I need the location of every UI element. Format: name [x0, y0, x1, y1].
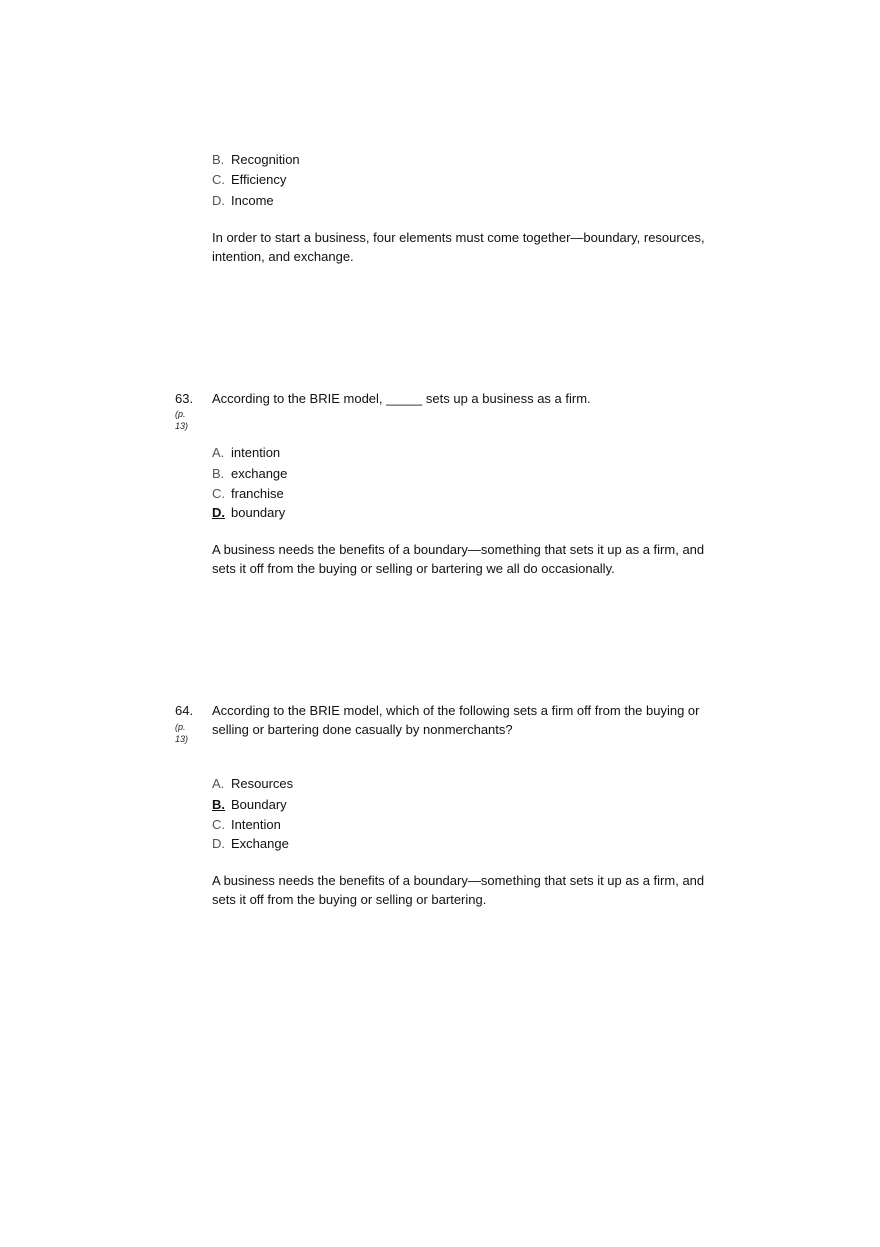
option-text: intention	[231, 445, 281, 460]
page-reference: (p. 13)	[175, 409, 189, 431]
option-text: Resources	[231, 776, 294, 791]
option-c	[212, 171, 286, 189]
option-text: boundary	[231, 505, 286, 520]
answer-explanation: A business needs the benefits of a boundary—something that sets it up as a firm, and sets it off from the buying or selling or bartering we all do occasionally.	[212, 542, 705, 576]
question-text: According to the BRIE model, _____ sets up a business as a firm.	[212, 391, 591, 406]
option-c	[212, 485, 284, 503]
page-reference: (p. 13)	[175, 722, 189, 744]
question-text: According to the BRIE model, which of the following sets a firm off from the buying or selling or bartering done casually by nonmerchants?	[212, 703, 700, 737]
option-text: exchange	[231, 466, 288, 481]
option-letter: C.	[212, 817, 225, 832]
answer-explanation: In order to start a business, four elements must come together—boundary, resources, intention, and exchange.	[212, 230, 705, 264]
option-b	[212, 151, 300, 169]
option-letter: B.	[212, 152, 225, 167]
option-letter: C.	[212, 172, 225, 187]
option-c	[212, 816, 281, 834]
correct-answer-letter: D.	[212, 505, 225, 520]
option-text: Boundary	[231, 797, 287, 812]
question-number: 63.	[175, 391, 194, 406]
option-letter: A.	[212, 776, 225, 791]
option-a	[212, 775, 293, 793]
option-text: Intention	[231, 817, 281, 832]
option-text: franchise	[231, 486, 284, 501]
option-d-correct	[212, 504, 285, 522]
option-letter: A.	[212, 445, 225, 460]
question-number: 64.	[175, 703, 194, 718]
option-text: Income	[231, 193, 274, 208]
option-b	[212, 465, 287, 483]
correct-answer-letter: B.	[212, 797, 225, 812]
option-letter: D.	[212, 836, 225, 851]
option-d	[212, 835, 289, 853]
option-b-correct	[212, 796, 287, 814]
option-a	[212, 444, 280, 462]
option-letter: C.	[212, 486, 225, 501]
option-text: Recognition	[231, 152, 300, 167]
option-letter: B.	[212, 466, 225, 481]
option-text: Efficiency	[231, 172, 287, 187]
answer-explanation: A business needs the benefits of a boundary—something that sets it up as a firm, and sets it off from the buying or selling or bartering.	[212, 873, 705, 907]
option-text: Exchange	[231, 836, 289, 851]
option-letter: D.	[212, 193, 225, 208]
option-d	[212, 192, 274, 210]
